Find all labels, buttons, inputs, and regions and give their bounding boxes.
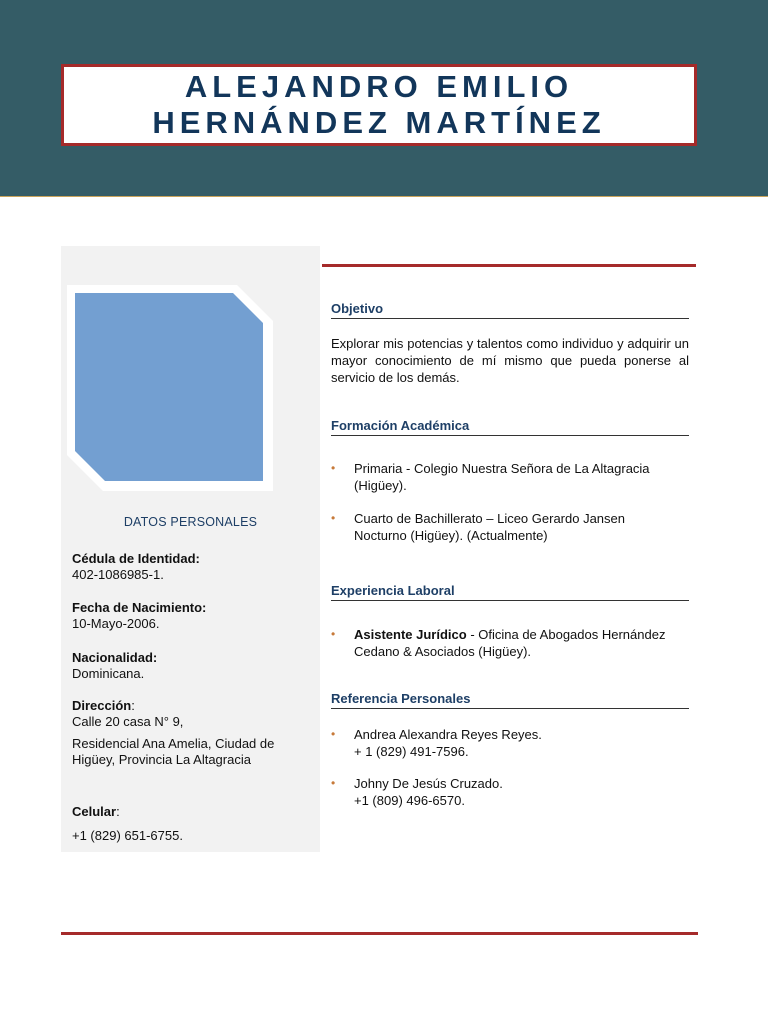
reference-phone: +1 (809) 496-6570. — [354, 793, 465, 808]
phone-field — [72, 804, 183, 844]
section-title-objective: Objetivo — [331, 301, 689, 319]
bottom-rule — [61, 932, 698, 935]
id-label: Cédula de Identidad: — [72, 551, 200, 566]
reference-name: Johny De Jesús Cruzado. — [354, 776, 503, 791]
bullet-icon: • — [331, 511, 336, 525]
main-top-rule — [322, 264, 696, 267]
phone-colon: : — [116, 804, 120, 819]
bullet-icon: • — [331, 776, 336, 790]
list-item — [331, 510, 689, 544]
phone-value: +1 (829) 651-6755. — [72, 828, 183, 843]
education-line-2: (Higüey). — [354, 478, 407, 493]
list-item — [331, 460, 689, 494]
nationality-field — [72, 650, 157, 682]
address-line-1: Calle 20 casa N° 9, — [72, 714, 184, 729]
dob-label: Fecha de Nacimiento: — [72, 600, 207, 615]
list-item — [331, 726, 689, 760]
list-item — [331, 775, 689, 809]
dob-field — [72, 600, 206, 632]
experience-line-2: Cedano & Asociados (Higüey). — [354, 644, 532, 659]
section-title-references: Referencia Personales — [331, 691, 689, 709]
address-colon: : — [131, 698, 135, 713]
education-line-1: Cuarto de Bachillerato – Liceo Gerardo Jansen — [354, 511, 625, 526]
list-item — [331, 626, 689, 660]
id-value: 402-1086985-1. — [72, 567, 164, 582]
section-title-personal-data: DATOS PERSONALES — [123, 515, 258, 529]
education-line-2: Nocturno (Higüey). (Actualmente) — [354, 528, 548, 543]
education-line-1: Primaria - Colegio Nuestra Señora de La Altagracia — [354, 461, 650, 476]
experience-company: - Oficina de Abogados Hernández — [466, 627, 666, 642]
reference-name: Andrea Alexandra Reyes Reyes. — [354, 727, 542, 742]
nationality-value: Dominicana. — [72, 666, 145, 681]
id-field — [72, 551, 200, 583]
address-label: Dirección — [72, 698, 132, 713]
section-title-education: Formación Académica — [331, 418, 689, 436]
bullet-icon: • — [331, 727, 336, 741]
reference-phone: + 1 (829) 491-7596. — [354, 744, 469, 759]
objective-text: Explorar mis potencias y talentos como individuo y adquirir un mayor conocimiento de mí mismo que pueda ponerse al servicio de los demás. — [331, 336, 689, 385]
bullet-icon: • — [331, 627, 336, 641]
name-line-1: ALEJANDRO EMILIO — [184, 69, 574, 104]
bullet-icon: • — [331, 461, 336, 475]
dob-value: 10-Mayo-2006. — [72, 616, 160, 631]
experience-role: Asistente Jurídico — [354, 627, 467, 642]
phone-label: Celular — [72, 804, 117, 819]
name-box — [61, 64, 697, 146]
nationality-label: Nacionalidad: — [72, 650, 158, 665]
photo-placeholder — [65, 283, 275, 493]
section-title-experience: Experiencia Laboral — [331, 583, 689, 601]
address-line-2: Residencial Ana Amelia, Ciudad de — [72, 736, 275, 751]
name-line-2: HERNÁNDEZ MARTÍNEZ — [152, 105, 606, 140]
address-line-3: Higüey, Provincia La Altagracia — [72, 752, 251, 767]
address-field — [72, 698, 274, 768]
header-band — [0, 0, 768, 197]
personal-data-sidebar — [61, 246, 320, 852]
